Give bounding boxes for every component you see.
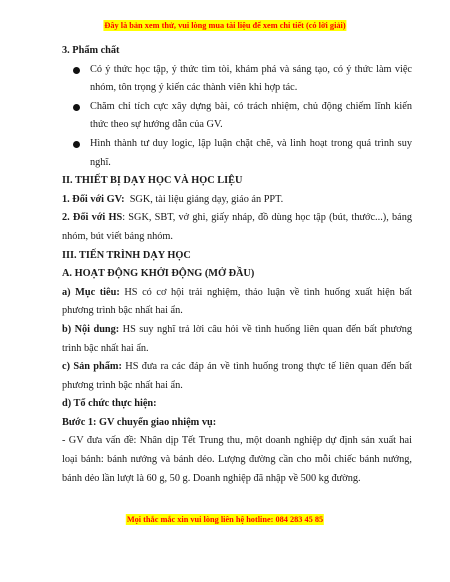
gv-text: SGK, tài liệu giảng dạy, giáo án PPT. bbox=[129, 193, 284, 205]
bullet-text: Hình thành tư duy logic, lập luận chặt chẽ, và linh hoạt trong quá trình suy nghĩ. bbox=[90, 137, 412, 168]
equipment-gv bbox=[62, 191, 412, 210]
hs-label: 2. Đối với HS bbox=[62, 212, 123, 224]
goal-paragraph bbox=[62, 284, 412, 321]
hs-text: : SGK, SBT, vở ghi, giấy nháp, đồ dùng học tập (bút, thước...), bảng nhóm, bút viết bảng nhóm. bbox=[62, 212, 412, 242]
equipment-hs bbox=[62, 209, 412, 246]
product-label: c) Sản phẩm: bbox=[62, 361, 122, 373]
bullet-item bbox=[62, 135, 412, 172]
content-label: b) Nội dung: bbox=[62, 323, 120, 335]
product-paragraph bbox=[62, 358, 412, 395]
section-title-pham-chat: 3. Phẩm chất bbox=[62, 45, 120, 56]
step-1-title: Bước 1: GV chuyển giao nhiệm vụ: bbox=[62, 416, 217, 428]
gv-label: 1. Đối với GV: bbox=[62, 193, 125, 205]
activity-title: A. HOẠT ĐỘNG KHỞI ĐỘNG (MỞ ĐẦU) bbox=[62, 268, 255, 280]
section-title-tien-trinh: III. TIẾN TRÌNH DẠY HỌC bbox=[62, 249, 191, 261]
section-title-thiet-bi: II. THIẾT BỊ DẠY HỌC VÀ HỌC LIỆU bbox=[62, 175, 243, 187]
step-1-text: - GV đưa vấn đề: Nhân dịp Tết Trung thu, một doanh nghiệp dự định sản xuất hai loại bánh: bánh nướng và bánh dẻo. Lượng đường cần cho mỗi chiếc bánh nướng, bánh dẻo lần lượt là 60 g, 50 g. Doanh nghiệp đã nhập về 500 kg đường. bbox=[62, 435, 412, 484]
goal-label: a) Mục tiêu: bbox=[62, 286, 120, 298]
bullet-dot-icon bbox=[73, 104, 80, 111]
bullet-text: Có ý thức học tập, ý thức tìm tòi, khám phá và sáng tạo, có ý thức làm việc nhóm, tôn trọng ý kiến các thành viên khi hợp tác. bbox=[90, 63, 412, 94]
content-paragraph bbox=[62, 321, 412, 358]
bullet-item bbox=[62, 98, 412, 135]
product-text: HS đưa ra các đáp án về tình huống trong thực tế liên quan đến bất phương trình bậc nhất hai ẩn. bbox=[62, 361, 413, 391]
bullet-dot-icon bbox=[73, 141, 80, 148]
organization-label: d) Tổ chức thực hiện: bbox=[62, 398, 157, 410]
hotline-banner: Mọi thắc mắc xin vui lòng liên hệ hotline: 084 283 45 85 bbox=[126, 515, 324, 524]
goal-text: HS có cơ hội trải nghiệm, thảo luận về tình huống xuất hiện bất phương trình bậc nhất hai ẩn. bbox=[62, 286, 413, 317]
preview-banner: Đây là bản xem thử, vui lòng mua tài liệu để xem chi tiết (có lời giải) bbox=[104, 21, 346, 30]
bullet-text: Chăm chỉ tích cực xây dựng bài, có trách nhiệm, chủ động chiếm lĩnh kiến thức theo sự hướng dẫn của GV. bbox=[90, 100, 412, 131]
document-body bbox=[62, 42, 412, 488]
bullet-item bbox=[62, 61, 412, 98]
content-text: HS suy nghĩ trả lời câu hỏi về tình huống liên quan đến bất phương trình bậc nhất hai ẩn. bbox=[62, 323, 412, 354]
bullet-dot-icon bbox=[73, 67, 80, 74]
